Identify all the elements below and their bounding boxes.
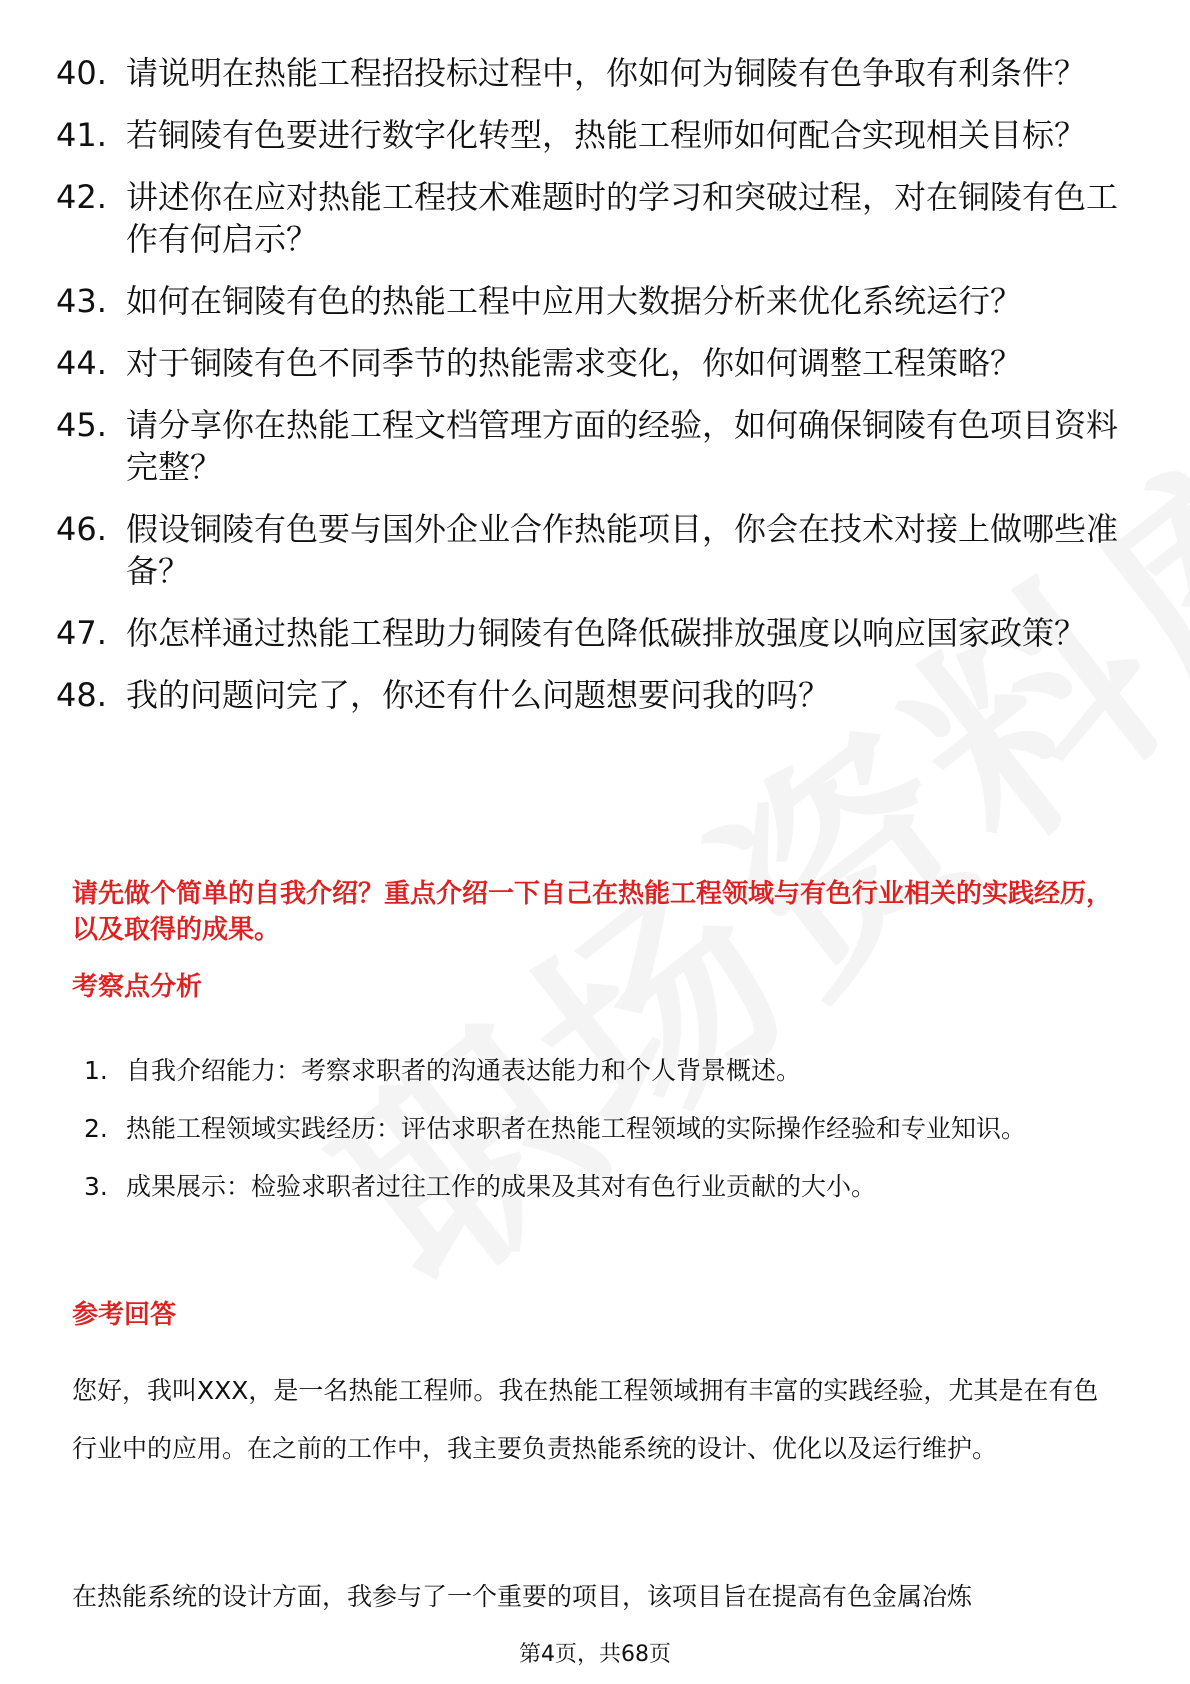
answer-paragraph: 在热能系统的设计方面，我参与了一个重要的项目，该项目旨在提高有色金属冶炼 [72,1582,973,1611]
page-footer: 第4页，共68页 [519,1642,671,1667]
question-number: 43. [56,282,107,320]
question-text: 请分享你在热能工程文档管理方面的经验，如何确保铜陵有色项目资料完整？ [126,406,1119,486]
question-text: 若铜陵有色要进行数字化转型，热能工程师如何配合实现相关目标？ [126,116,1087,154]
list-item [56,342,1136,384]
question-number: 42. [56,178,107,216]
question-number: 45. [56,406,107,444]
analysis-list [84,1042,1124,1216]
question-number: 46. [56,510,107,548]
list-item [56,280,1136,322]
list-item [56,52,1136,94]
list-item [56,674,1136,716]
list-item [84,1158,1124,1216]
question-number: 41. [56,116,107,154]
question-text: 对于铜陵有色不同季节的热能需求变化，你如何调整工程策略？ [126,344,1023,382]
list-item [56,176,1136,260]
question-text: 假设铜陵有色要与国外企业合作热能项目，你会在技术对接上做哪些准备？ [126,510,1119,590]
list-item [56,612,1136,654]
item-number: 1. [84,1056,108,1085]
question-number: 44. [56,344,107,382]
analysis-heading: 考察点分析 [72,972,203,1002]
list-item [84,1100,1124,1158]
list-item [56,114,1136,156]
question-list [56,52,1136,736]
item-text: 成果展示：检验求职者过往工作的成果及其对有色行业贡献的大小。 [126,1172,877,1201]
question-text: 讲述你在应对热能工程技术难题时的学习和突破过程，对在铜陵有色工作有何启示？ [126,178,1119,258]
reference-heading: 参考回答 [72,1300,177,1330]
list-item [84,1042,1124,1100]
question-text: 你怎样通过热能工程助力铜陵有色降低碳排放强度以响应国家政策？ [126,614,1087,652]
highlight-question: 请先做个简单的自我介绍？重点介绍一下自己在热能工程领域与有色行业相关的实践经历，以及取得的成果。 [72,879,1113,945]
list-item [56,508,1136,592]
question-text: 如何在铜陵有色的热能工程中应用大数据分析来优化系统运行？ [126,282,1023,320]
list-item [56,404,1136,488]
question-number: 40. [56,54,107,92]
question-number: 48. [56,676,107,714]
item-text: 热能工程领域实践经历：评估求职者在热能工程领域的实际操作经验和专业知识。 [126,1114,1027,1143]
item-number: 3. [84,1172,108,1201]
question-text: 我的问题问完了，你还有什么问题想要问我的吗？ [126,676,831,714]
item-number: 2. [84,1114,108,1143]
item-text: 自我介绍能力：考察求职者的沟通表达能力和个人背景概述。 [126,1056,802,1085]
question-text: 请说明在热能工程招投标过程中，你如何为铜陵有色争取有利条件？ [126,54,1087,92]
question-number: 47. [56,614,107,652]
answer-paragraph: 您好，我叫XXX，是一名热能工程师。我在热能工程领域拥有丰富的实践经验，尤其是在有色行业中的应用。在之前的工作中，我主要负责热能系统的设计、优化以及运行维护。 [72,1376,1099,1463]
